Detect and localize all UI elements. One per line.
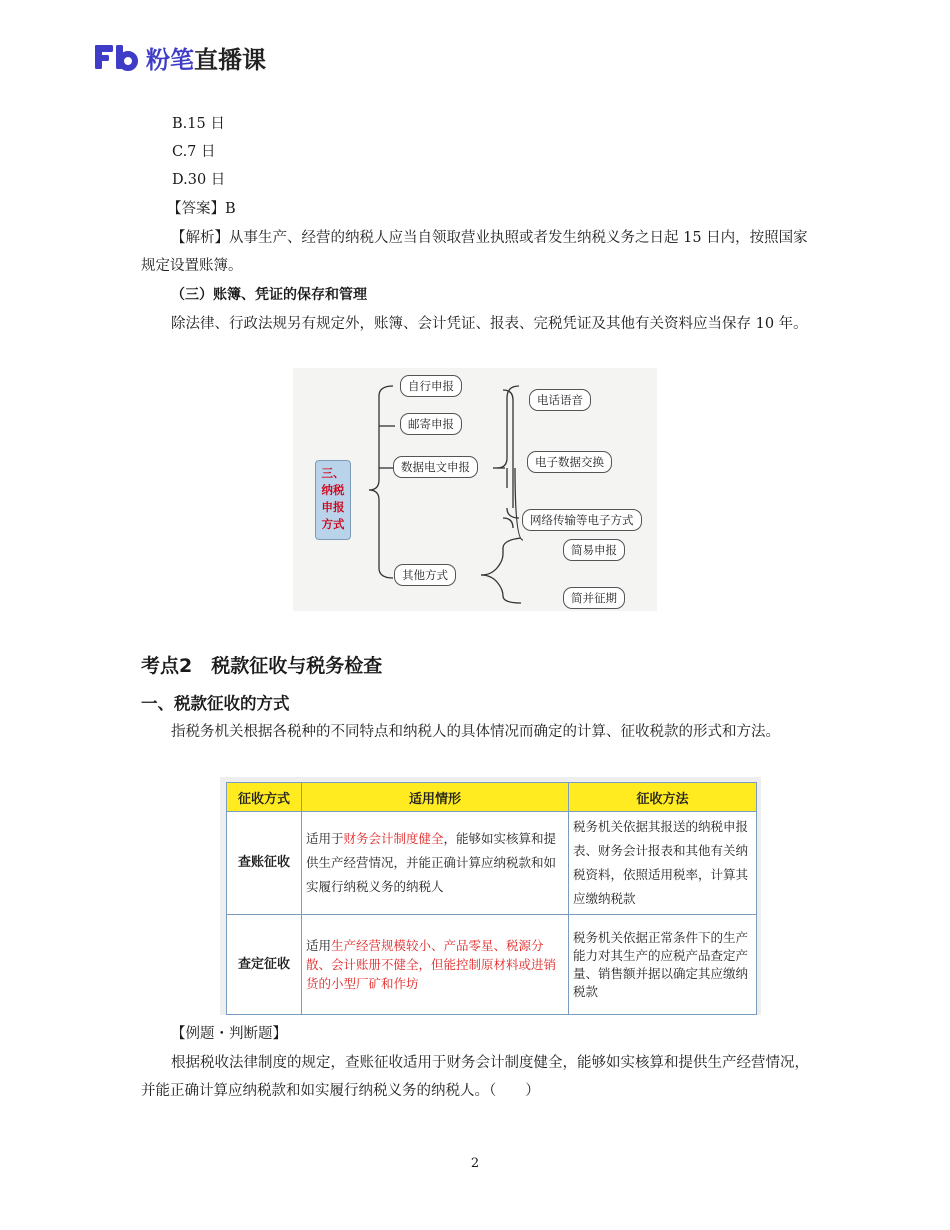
th-method: 征收方式 [227,783,302,812]
collection-methods-table-figure [220,777,761,1015]
row1-method: 税务机关依据其报送的纳税申报表、财务会计报表和其他有关纳税资料，依照适用税率，计算其应缴纳税款 [569,812,757,915]
section3-body: 除法律、行政法规另有规定外，账簿、会计凭证、报表、完税凭证及其他有关资料应当保存 10 年。 [171,316,808,332]
kaodian-heading: 考点2 税款征收与税务检查 [141,655,383,677]
row2-method: 税务机关依据正常条件下的生产能力对其生产的应税产品查定产量、销售额并据以确定其应缴纳税款 [569,915,757,1015]
option-b: B.15 日 [172,116,225,132]
row1-label: 查账征收 [227,812,302,915]
row1-cond-post: ，能够如实核算和提供生产经营情况，并能正确计算应纳税款和如实履行纳税义务的纳税人 [306,831,557,894]
filing-methods-mindmap [293,368,657,611]
root-line-3: 申报 [321,500,345,514]
node-electronic-filing: 数据电文申报 [393,456,478,478]
brand-logo [94,40,266,74]
row2-condition [302,915,569,1015]
section1-heading: 一、税款征收的方式 [141,694,290,713]
node-phone-voice: 电话语音 [529,389,591,411]
analysis-paragraph [141,224,811,280]
root-line-1: 三、 [321,466,345,480]
row1-cond-pre: 适用于 [306,831,344,846]
row1-condition [302,812,569,915]
option-c: C.7 日 [172,144,216,160]
answer-value: B [225,201,236,217]
node-mail-filing: 邮寄申报 [400,413,462,435]
answer-label: 【答案】 [167,201,225,217]
row2-label: 查定征收 [227,915,302,1015]
th-approach: 征收方法 [569,783,757,812]
example-label: 【例题・判断题】 [171,1026,287,1042]
logo-suffix: 直播课 [194,45,266,74]
node-simple-filing: 简易申报 [563,539,625,561]
logo-text [146,40,266,75]
th-condition: 适用情形 [302,783,569,812]
table-row [227,812,757,915]
row1-cond-highlight: 财务会计制度健全 [343,831,444,846]
table-row [227,915,757,1015]
section3-title: （三）账簿、凭证的保存和管理 [171,287,367,303]
example-body: 根据税收法律制度的规定，查账征收适用于财务会计制度健全，能够如实核算和提供生产经营情况，并能正确计算应纳税款和如实履行纳税义务的纳税人。（ ） [141,1055,809,1099]
section1-body: 指税务机关根据各税种的不同特点和纳税人的具体情况而确定的计算、征收税款的形式和方法。 [171,724,780,740]
row2-cond-highlight: 生产经营规模较小、产品零星、税源分散、会计账册不健全，但能控制原材料或进销货的小型厂矿和作坊 [306,938,557,991]
node-self-filing: 自行申报 [400,375,462,397]
row2-cond-pre: 适用 [306,938,332,953]
root-line-4: 方式 [321,517,345,531]
node-network-electronic: 网络传输等电子方式 [522,509,642,531]
collection-methods-table [226,782,757,1015]
analysis-text: 从事生产、经营的纳税人应当自领取营业执照或者发生纳税义务之日起 15 日内，按照国家规定设置账簿。 [141,230,808,274]
node-other-methods: 其他方式 [394,564,456,586]
logo-brand: 粉笔 [146,45,194,74]
answer-line [141,195,811,223]
page-number: 2 [470,1156,480,1171]
analysis-label: 【解析】 [171,230,229,246]
node-combined-period: 简并征期 [563,587,625,609]
fenbi-logo-icon [94,42,138,72]
root-line-2: 纳税 [321,483,345,497]
table-header-row [227,783,757,812]
mindmap-root [315,460,351,540]
option-d: D.30 日 [172,172,226,188]
node-edi: 电子数据交换 [527,451,612,473]
